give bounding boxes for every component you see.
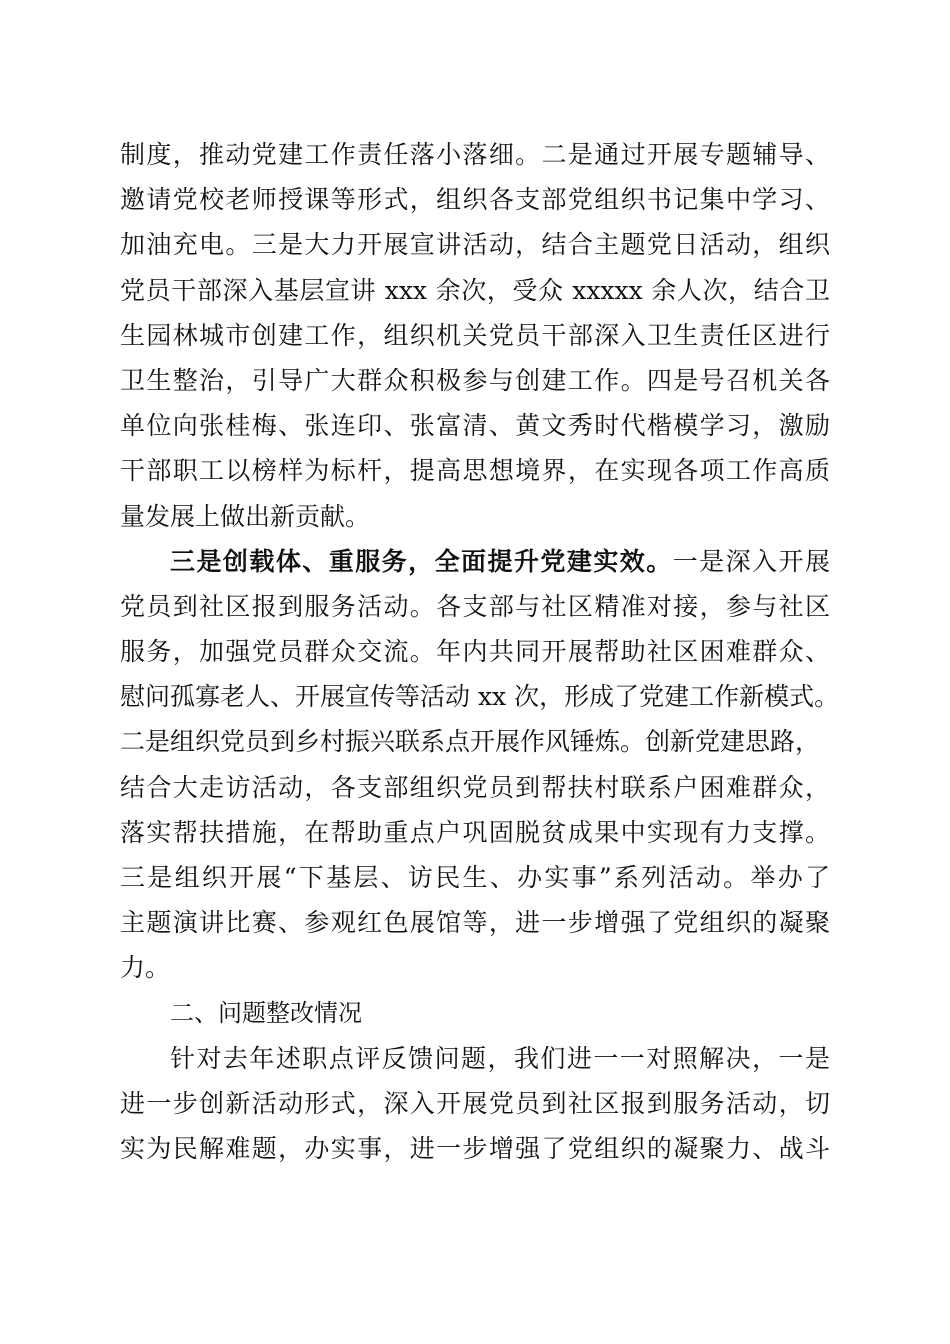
text-line: 党员干部深入基层宣讲 xxx 余次，受众 xxxxx 余人次，结合卫 bbox=[120, 275, 830, 305]
text-line: 制度，推动党建工作责任落小落细。二是通过开展专题辅导、 bbox=[120, 140, 830, 169]
text-line: 党员到社区报到服务活动。各支部与社区精准对接，参与社区 bbox=[120, 591, 830, 621]
text-line: 三是组织开展“下基层、访民生、办实事”系列活动。举办了 bbox=[120, 863, 830, 892]
text-line: 力。 bbox=[120, 953, 171, 983]
text-line: 量发展上做出新贡献。 bbox=[120, 501, 371, 531]
text-line: 卫生整治，引导广大群众积极参与创建工作。四是号召机关各 bbox=[120, 365, 830, 395]
text-line: 邀请党校老师授课等形式，组织各支部党组织书记集中学习、 bbox=[120, 185, 830, 215]
text-line: 针对去年述职点评反馈问题，我们进一一对照解决，一是 bbox=[170, 1043, 830, 1073]
text-line: 结合大走访活动，各支部组织党员到帮扶村联系户困难群众， bbox=[120, 772, 830, 802]
paragraph-1 bbox=[120, 132, 830, 539]
text-line: 落实帮扶措施，在帮助重点户巩固脱贫成果中实现有力支撑。 bbox=[120, 817, 830, 847]
text-line: 慰问孤寡老人、开展宣传等活动 xx 次，形成了党建工作新模式。 bbox=[120, 682, 840, 712]
text-line: 生园林城市创建工作，组织机关党员干部深入卫生责任区进行 bbox=[120, 320, 830, 350]
text-line: 二是组织党员到乡村振兴联系点开展作风锤炼。创新党建思路， bbox=[120, 727, 821, 757]
paragraph-lead: 三是创载体、重服务，全面提升党建实效。 bbox=[170, 546, 673, 576]
text-line: 实为民解难题，办实事，进一步增强了党组织的凝聚力、战斗 bbox=[120, 1134, 830, 1164]
text-line: 加油充电。三是大力开展宣讲活动，结合主题党日活动，组织 bbox=[120, 230, 830, 260]
section-heading: 二、问题整改情况 bbox=[170, 998, 362, 1027]
document-page bbox=[120, 132, 840, 1171]
text-line: 服务，加强党员群众交流。年内共同开展帮助社区困难群众、 bbox=[120, 637, 830, 667]
text-line: 干部职工以榜样为标杆，提高思想境界，在实现各项工作高质 bbox=[120, 456, 830, 486]
paragraph-2 bbox=[120, 539, 840, 991]
text-line: 主题演讲比赛、参观红色展馆等，进一步增强了党组织的凝聚 bbox=[120, 908, 830, 938]
text-line: 单位向张桂梅、张连印、张富清、黄文秀时代楷模学习，激励 bbox=[120, 411, 830, 441]
text-span: 一是深入开展 bbox=[672, 546, 830, 576]
text-line bbox=[120, 539, 830, 584]
paragraph-3 bbox=[120, 1036, 830, 1172]
text-line: 进一步创新活动形式，深入开展党员到社区报到服务活动，切 bbox=[120, 1088, 830, 1118]
